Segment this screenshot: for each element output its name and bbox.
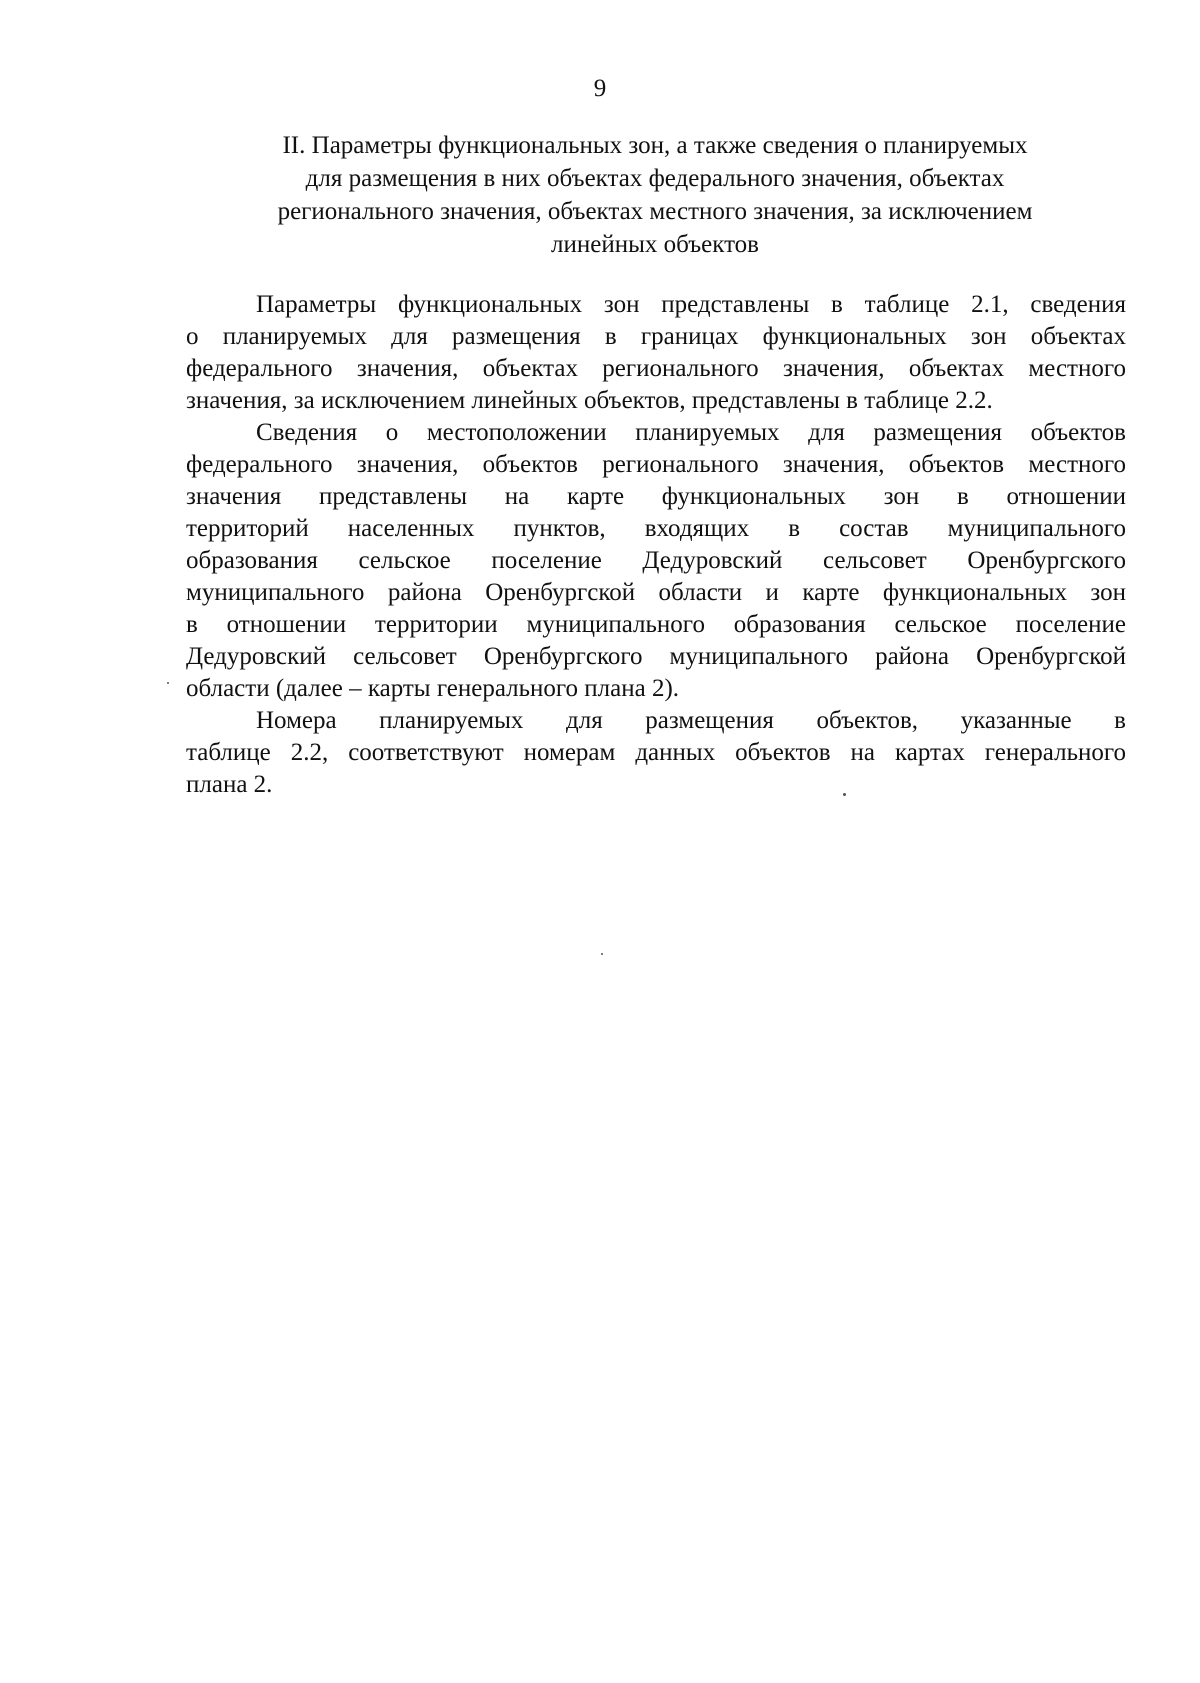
text-line: в отношении территории муниципального образования сельское поселение bbox=[186, 611, 1126, 638]
text-line: о планируемых для размещения в границах функциональных зон объектах bbox=[186, 323, 1126, 350]
paragraph-3 bbox=[186, 705, 1126, 801]
heading-line: регионального значения, объектах местного значения, за исключением bbox=[277, 198, 1033, 225]
text-line: значения представлены на карте функциональных зон в отношении bbox=[186, 483, 1126, 510]
text-line: плана 2. bbox=[186, 771, 273, 798]
heading-line: II. Параметры функциональных зон, а также сведения о планируемых bbox=[282, 132, 1028, 159]
scan-speck bbox=[601, 953, 603, 955]
section-heading bbox=[200, 129, 1110, 261]
text-line: федерального значения, объектов регионального значения, объектов местного bbox=[186, 451, 1126, 478]
text-line: значения, за исключением линейных объектов, представлены в таблице 2.2. bbox=[186, 387, 993, 414]
page-number: 9 bbox=[593, 75, 607, 102]
text-line: Номера планируемых для размещения объектов, указанные в bbox=[256, 707, 1126, 734]
text-line: Параметры функциональных зон представлены в таблице 2.1, сведения bbox=[256, 291, 1126, 318]
text-line: области (далее – карты генерального плана 2). bbox=[186, 675, 680, 702]
text-line: Дедуровский сельсовет Оренбургского муниципального района Оренбургской bbox=[186, 643, 1126, 670]
scan-speck bbox=[843, 793, 846, 796]
body-text bbox=[186, 289, 1126, 801]
heading-line: линейных объектов bbox=[551, 231, 759, 258]
scan-speck bbox=[167, 682, 169, 684]
paragraph-1 bbox=[186, 289, 1126, 417]
heading-line: для размещения в них объектах федерального значения, объектах bbox=[305, 165, 1005, 192]
text-line: образования сельское поселение Дедуровский сельсовет Оренбургского bbox=[186, 547, 1126, 574]
text-line: территорий населенных пунктов, входящих в состав муниципального bbox=[186, 515, 1126, 542]
text-line: Сведения о местоположении планируемых для размещения объектов bbox=[256, 419, 1126, 446]
text-line: таблице 2.2, соответствуют номерам данных объектов на картах генерального bbox=[186, 739, 1126, 766]
paragraph-2 bbox=[186, 417, 1126, 705]
text-line: федерального значения, объектах регионального значения, объектах местного bbox=[186, 355, 1126, 382]
text-line: муниципального района Оренбургской области и карте функциональных зон bbox=[186, 579, 1126, 606]
